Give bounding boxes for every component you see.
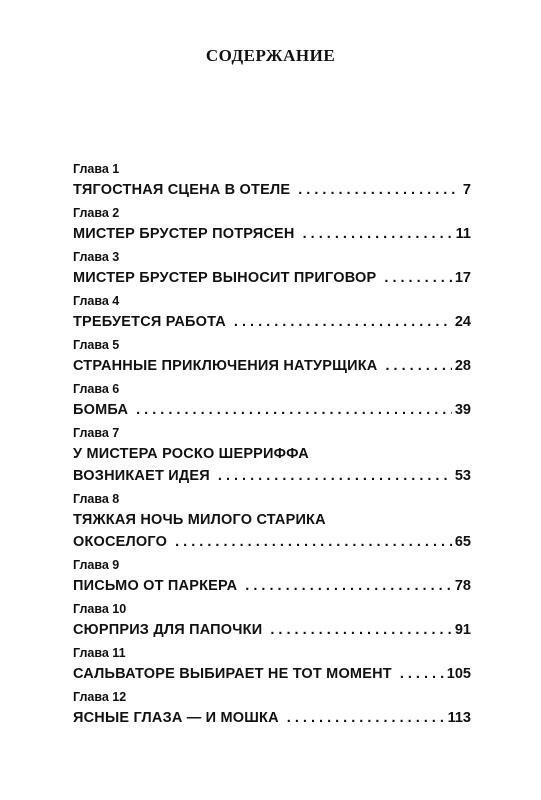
chapter-title: САЛЬВАТОРЕ ВЫБИРАЕТ НЕ ТОТ МОМЕНТ <box>73 666 392 682</box>
dot-leader <box>385 355 451 377</box>
toc-line <box>73 531 471 553</box>
page-number: 91 <box>454 622 471 638</box>
toc-line-first <box>73 443 471 465</box>
toc-line <box>73 707 471 729</box>
toc-entry-11[interactable] <box>73 644 471 685</box>
chapter-label: Глава 9 <box>73 558 120 572</box>
page-number: 24 <box>454 314 471 330</box>
toc-entry-9[interactable] <box>73 556 471 597</box>
toc-line <box>73 355 471 377</box>
toc-line-first <box>73 509 471 531</box>
page-number: 39 <box>454 402 471 418</box>
page-number: 17 <box>454 270 471 286</box>
chapter-title: СЮРПРИЗ ДЛЯ ПАПОЧКИ <box>73 622 263 638</box>
chapter-title: МИСТЕР БРУСТЕР ВЫНОСИТ ПРИГОВОР <box>73 270 377 286</box>
toc-line <box>73 223 471 245</box>
toc-line <box>73 663 471 685</box>
chapter-label: Глава 11 <box>73 646 126 660</box>
chapter-title: СТРАННЫЕ ПРИКЛЮЧЕНИЯ НАТУРЩИКА <box>73 358 378 374</box>
table-of-contents <box>73 160 471 732</box>
page-number: 53 <box>454 468 471 484</box>
chapter-label: Глава 12 <box>73 690 127 704</box>
chapter-label: Глава 5 <box>73 338 120 352</box>
page-number: 78 <box>454 578 471 594</box>
chapter-title-first-line: У МИСТЕРА РОСКО ШЕРРИФФА <box>73 446 309 462</box>
chapter-label: Глава 8 <box>73 492 120 506</box>
dot-leader <box>175 531 452 553</box>
toc-entry-6[interactable] <box>73 380 471 421</box>
dot-leader <box>298 179 460 201</box>
toc-line <box>73 465 471 487</box>
dot-leader <box>384 267 451 289</box>
chapter-label: Глава 1 <box>73 162 120 176</box>
toc-entry-12[interactable] <box>73 688 471 729</box>
toc-line <box>73 311 471 333</box>
toc-entry-7[interactable] <box>73 424 471 487</box>
page-title: СОДЕРЖАНИЕ <box>205 46 336 65</box>
toc-line <box>73 179 471 201</box>
chapter-title: ПИСЬМО ОТ ПАРКЕРА <box>73 578 238 594</box>
chapter-label: Глава 3 <box>73 250 120 264</box>
toc-entry-3[interactable] <box>73 248 471 289</box>
page-number: 11 <box>455 226 471 242</box>
dot-leader <box>287 707 445 729</box>
toc-entry-2[interactable] <box>73 204 471 245</box>
chapter-label: Глава 2 <box>73 206 120 220</box>
chapter-title-first-line: ТЯЖКАЯ НОЧЬ МИЛОГО СТАРИКА <box>73 512 326 528</box>
toc-entry-10[interactable] <box>73 600 471 641</box>
dot-leader <box>270 619 452 641</box>
chapter-title: ТЯГОСТНАЯ СЦЕНА В ОТЕЛЕ <box>73 182 291 198</box>
toc-entry-1[interactable] <box>73 160 471 201</box>
chapter-title: ВОЗНИКАЕТ ИДЕЯ <box>73 468 210 484</box>
chapter-label: Глава 7 <box>73 426 120 440</box>
chapter-title: МИСТЕР БРУСТЕР ПОТРЯСЕН <box>73 226 295 242</box>
chapter-title: БОМБА <box>73 402 129 418</box>
toc-entry-5[interactable] <box>73 336 471 377</box>
page-number: 65 <box>454 534 471 550</box>
toc-line <box>73 399 471 421</box>
dot-leader <box>400 663 444 685</box>
page-number: 28 <box>454 358 471 374</box>
dot-leader <box>303 223 453 245</box>
chapter-label: Глава 4 <box>73 294 120 308</box>
toc-line <box>73 267 471 289</box>
chapter-label: Глава 10 <box>73 602 127 616</box>
dot-leader <box>136 399 452 421</box>
page-number: 105 <box>446 666 471 682</box>
toc-entry-4[interactable] <box>73 292 471 333</box>
toc-line <box>73 619 471 641</box>
toc-entry-8[interactable] <box>73 490 471 553</box>
dot-leader <box>245 575 452 597</box>
toc-line <box>73 575 471 597</box>
chapter-title: ЯСНЫЕ ГЛАЗА — И МОШКА <box>73 710 279 726</box>
chapter-title: ТРЕБУЕТСЯ РАБОТА <box>73 314 226 330</box>
chapter-label: Глава 6 <box>73 382 120 396</box>
page-number: 113 <box>447 710 471 726</box>
dot-leader <box>234 311 452 333</box>
page-number: 7 <box>462 182 471 198</box>
chapter-title: ОКОСЕЛОГО <box>73 534 168 550</box>
dot-leader <box>218 465 452 487</box>
